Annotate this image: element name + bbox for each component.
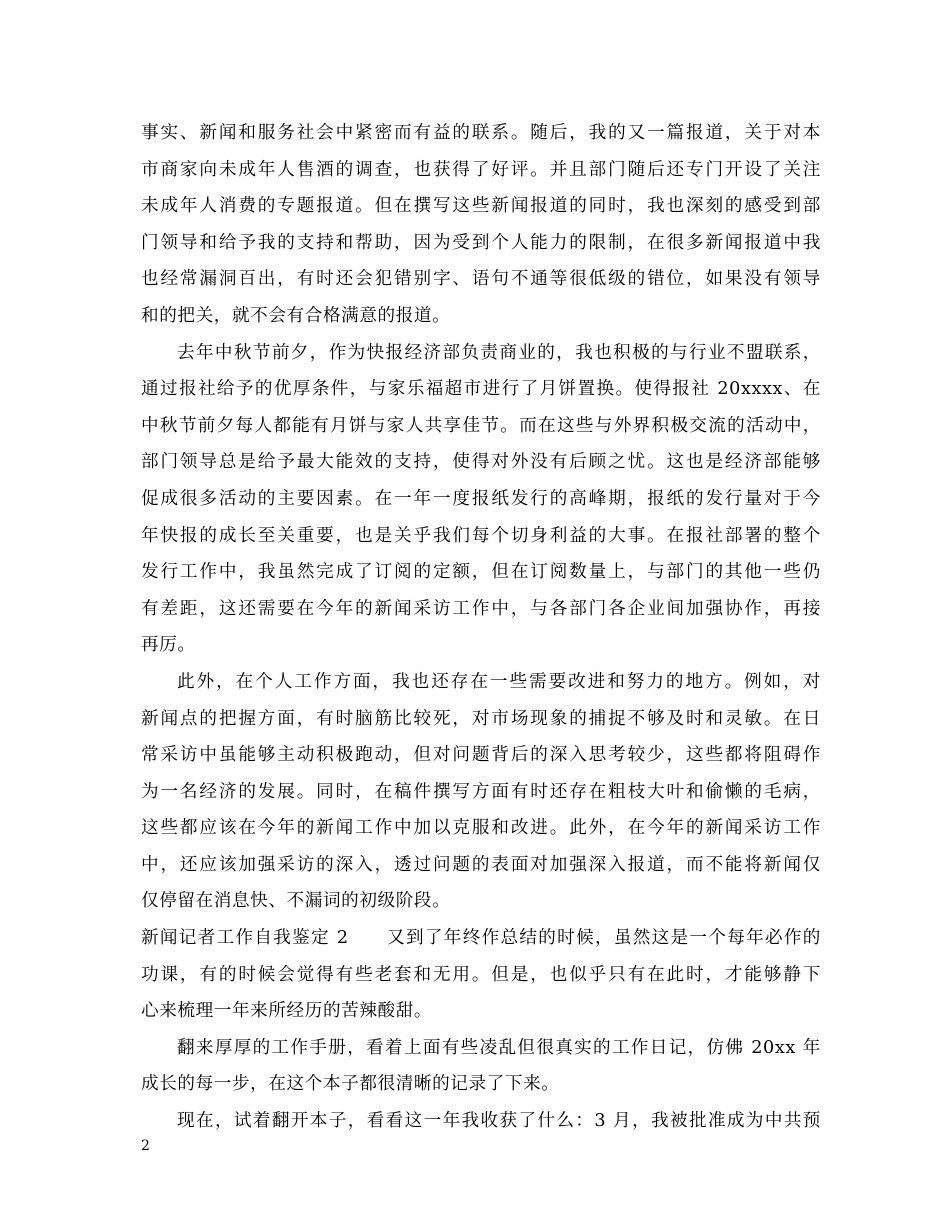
text-line: 促成很多活动的主要因素。在一年一度报纸发行的高峰期，报纸的发行量对于今 <box>141 488 821 509</box>
text-line: 功课，有的时候会觉得有些老套和无用。但是，也似乎只有在此时，才能够静下 <box>141 964 821 985</box>
text-line: 此外，在个人工作方面，我也还存在一些需要改进和努力的地方。例如，对 <box>177 671 821 692</box>
text-line: 成长的每一步，在这个本子都很清晰的记录了下来。 <box>141 1074 560 1095</box>
text-line: 去年中秋节前夕，作为快报经济部负责商业的，我也积极的与行业不盟联系， <box>177 342 821 363</box>
text-line: 部门领导总是给予最大能效的支持，使得对外没有后顾之忧。这也是经济部能够 <box>141 452 821 473</box>
page-number: 2 <box>141 1138 150 1154</box>
text-line: 心来梳理一年来所经历的苦辣酸甜。 <box>141 1001 433 1022</box>
text-line: 发行工作中，我虽然完成了订阅的定额，但在订阅数量上，与部门的其他一些仍 <box>141 562 821 583</box>
text-line: 有差距，这还需要在今年的新闻采访工作中，与各部门各企业间加强协作，再接 <box>141 598 821 619</box>
text-line: 和的把关，就不会有合格满意的报道。 <box>141 305 451 326</box>
text-line: 再厉。 <box>141 635 196 656</box>
text-line: 门领导和给予我的支持和帮助，因为受到个人能力的限制，在很多新闻报道中我 <box>141 232 821 253</box>
text-line: 这些都应该在今年的新闻工作中加以克服和改进。此外，在今年的新闻采访工作 <box>141 818 821 839</box>
text-line: 为一名经济的发展。同时，在稿件撰写方面有时还存在粗枝大叶和偷懒的毛病， <box>141 781 821 802</box>
text-line: 常采访中虽能够主动积极跑动，但对问题背后的深入思考较少，这些都将阻碍作 <box>141 745 821 766</box>
text-line: 年快报的成长至关重要，也是关乎我们每个切身利益的大事。在报社部署的整个 <box>141 525 821 546</box>
text-line: 中，还应该加强采访的深入，透过问题的表面对加强深入报道，而不能将新闻仅 <box>141 854 821 875</box>
text-line: 未成年人消费的专题报道。但在撰写这些新闻报道的同时，我也深刻的感受到部 <box>141 196 821 217</box>
text-line: 翻来厚厚的工作手册，看着上面有些凌乱但很真实的工作日记，仿佛 20xx 年 <box>177 1037 821 1058</box>
text-line: 中秋节前夕每人都能有月饼与家人共享佳节。而在这些与外界积极交流的活动中， <box>141 415 821 436</box>
text-line: 通过报社给予的优厚条件，与家乐福超市进行了月饼置换。使得报社 20xxxx、在 <box>141 379 821 400</box>
document-body <box>141 115 821 1140</box>
text-line: 市商家向未成年人售酒的调查，也获得了好评。并且部门随后还专门开设了关注 <box>141 159 821 180</box>
text-line: 现在，试着翻开本子，看看这一年我收获了什么：3 月，我被批准成为中共预 <box>177 1111 821 1132</box>
text-line: 新闻点的把握方面，有时脑筋比较死，对市场现象的捕捉不够及时和灵敏。在日 <box>141 708 821 729</box>
text-line: 也经常漏洞百出，有时还会犯错别字、语句不通等很低级的错位，如果没有领导 <box>141 269 821 290</box>
section-heading-line: 新闻记者工作自我鉴定 2 又到了年终作总结的时候，虽然这是一个每年必作的 <box>141 928 821 949</box>
text-line: 仅停留在消息快、不漏词的初级阶段。 <box>141 891 451 912</box>
text-line: 事实、新闻和服务社会中紧密而有益的联系。随后，我的又一篇报道，关于对本 <box>141 123 821 143</box>
